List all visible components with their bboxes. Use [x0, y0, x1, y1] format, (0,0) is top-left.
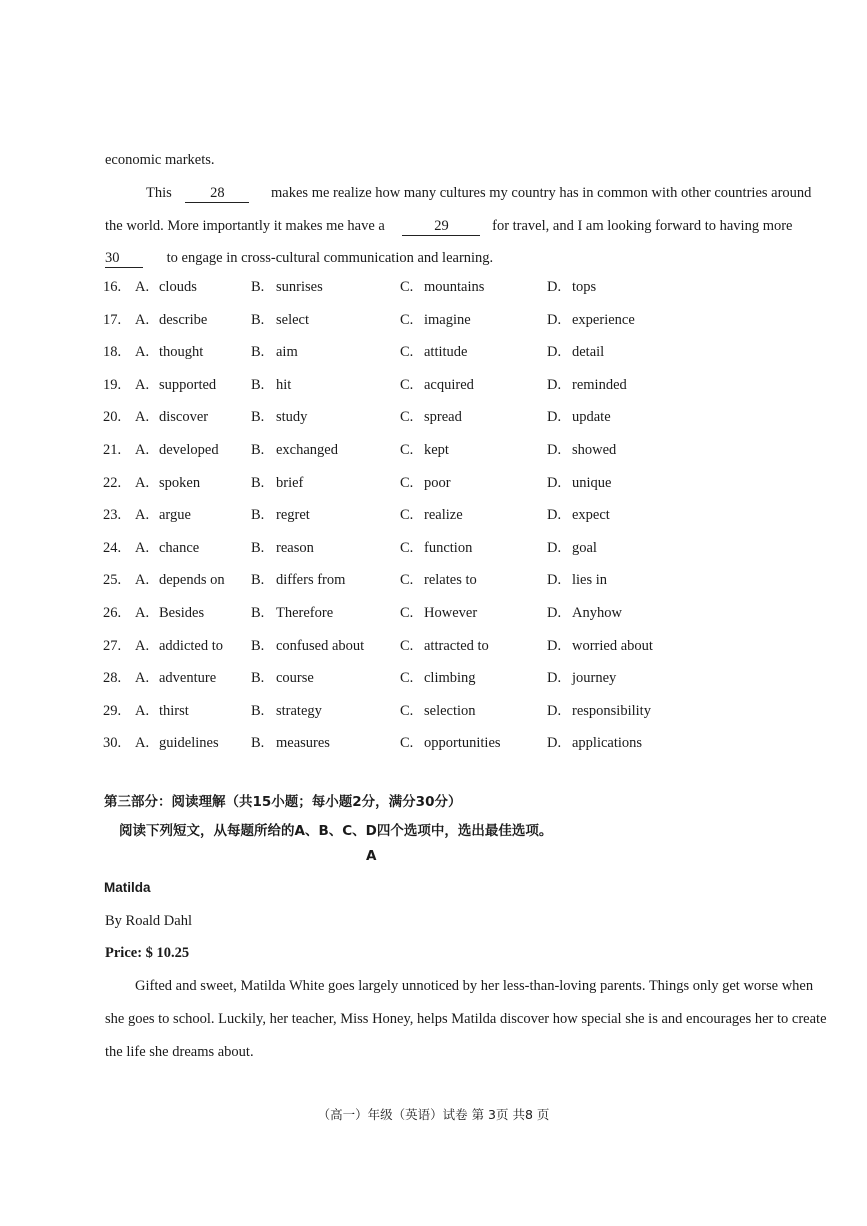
question-row — [103, 572, 743, 605]
option-c-text: poor — [424, 474, 451, 491]
option-d-text: responsibility — [572, 702, 651, 719]
option-b-text: study — [276, 409, 308, 426]
option-letter: A. — [135, 409, 150, 426]
option-a-text: thirst — [159, 702, 189, 719]
option-c-text: mountains — [424, 279, 485, 295]
option-letter: A. — [135, 637, 150, 654]
option-a-text: thought — [159, 344, 204, 361]
question-row — [103, 638, 743, 671]
option-letter: D. — [547, 670, 562, 687]
option-d-text: detail — [572, 344, 605, 361]
option-letter: B. — [251, 539, 265, 556]
option-letter: B. — [251, 279, 265, 295]
question-row — [103, 735, 743, 768]
option-a-text: guidelines — [159, 735, 219, 752]
option-letter: A. — [135, 604, 150, 621]
option-letter: C. — [400, 441, 414, 458]
option-a-text: developed — [159, 441, 219, 458]
option-c-text: opportunities — [424, 735, 501, 752]
book-title: Matilda — [104, 880, 151, 895]
question-number: 21. — [103, 441, 122, 458]
option-letter: C. — [400, 279, 414, 295]
option-letter: D. — [547, 409, 562, 426]
question-row — [103, 442, 743, 475]
option-d-text: experience — [572, 311, 635, 328]
option-letter: D. — [547, 702, 562, 719]
option-letter: A. — [135, 702, 150, 719]
option-b-text: exchanged — [276, 441, 338, 458]
option-letter: B. — [251, 637, 265, 654]
question-number: 28. — [103, 670, 122, 687]
option-a-text: supported — [159, 376, 217, 393]
option-b-text: course — [276, 670, 314, 687]
blank-29: 29 — [402, 218, 480, 236]
option-a-text: adventure — [159, 670, 217, 687]
question-row — [103, 377, 743, 410]
question-number: 18. — [103, 344, 122, 361]
option-c-text: However — [424, 604, 478, 621]
option-d-text: expect — [572, 507, 610, 524]
option-letter: D. — [547, 735, 562, 752]
passage-text: to engage in cross-cultural communication and learning. — [166, 250, 494, 266]
option-a-text: depends on — [159, 572, 225, 589]
option-letter: A. — [135, 474, 150, 491]
option-b-text: Therefore — [276, 604, 334, 621]
option-letter: B. — [251, 376, 265, 393]
option-letter: B. — [251, 735, 265, 752]
option-b-text: measures — [276, 735, 330, 752]
option-b-text: strategy — [276, 702, 322, 719]
option-letter: A. — [135, 311, 150, 328]
passage-line-4 — [105, 250, 493, 268]
question-number: 29. — [103, 702, 122, 719]
option-c-text: acquired — [424, 376, 474, 393]
option-a-text: spoken — [159, 474, 201, 491]
option-letter: B. — [251, 441, 265, 458]
answer-options-list — [103, 279, 743, 768]
option-b-text: regret — [276, 507, 310, 524]
option-c-text: relates to — [424, 572, 477, 589]
question-number: 23. — [103, 507, 122, 524]
option-letter: C. — [400, 311, 414, 328]
option-a-text: clouds — [159, 279, 197, 295]
option-letter: B. — [251, 311, 265, 328]
option-c-text: realize — [424, 507, 463, 524]
question-row — [103, 507, 743, 540]
option-b-text: sunrises — [276, 279, 323, 295]
option-letter: C. — [400, 376, 414, 393]
book-author: By Roald Dahl — [105, 913, 192, 929]
option-d-text: showed — [572, 441, 617, 458]
option-b-text: hit — [276, 376, 292, 393]
option-letter: D. — [547, 572, 562, 589]
option-b-text: brief — [276, 474, 304, 491]
option-d-text: tops — [572, 279, 597, 295]
option-c-text: spread — [424, 409, 462, 426]
option-d-text: update — [572, 409, 611, 426]
question-number: 24. — [103, 539, 122, 556]
option-letter: D. — [547, 279, 562, 295]
passage-label: A — [366, 848, 377, 864]
section-3-title: 第三部分：阅读理解（共15小题；每小题2分，满分30分） — [104, 794, 462, 810]
blank-30: 30 — [105, 250, 143, 268]
question-row — [103, 670, 743, 703]
option-a-text: Besides — [159, 604, 205, 621]
option-b-text: reason — [276, 539, 314, 556]
option-c-text: attitude — [424, 344, 468, 361]
passage-line-2 — [146, 185, 811, 203]
option-letter: C. — [400, 344, 414, 361]
option-letter: A. — [135, 539, 150, 556]
option-letter: B. — [251, 604, 265, 621]
option-c-text: kept — [424, 441, 449, 458]
option-d-text: goal — [572, 539, 597, 556]
option-letter: B. — [251, 702, 265, 719]
option-c-text: selection — [424, 702, 476, 719]
question-row — [103, 409, 743, 442]
question-row — [103, 279, 743, 312]
option-c-text: climbing — [424, 670, 476, 687]
option-a-text: discover — [159, 409, 209, 426]
question-row — [103, 344, 743, 377]
passage-line-1: economic markets. — [105, 152, 215, 168]
question-row — [103, 312, 743, 345]
option-letter: B. — [251, 572, 265, 589]
blank-28: 28 — [185, 185, 249, 203]
option-letter: D. — [547, 604, 562, 621]
passage-text: makes me realize how many cultures my country has in common with other countries around — [271, 185, 812, 201]
option-a-text: argue — [159, 507, 191, 524]
option-letter: D. — [547, 311, 562, 328]
question-number: 20. — [103, 409, 122, 426]
option-letter: D. — [547, 441, 562, 458]
option-letter: A. — [135, 572, 150, 589]
option-c-text: imagine — [424, 311, 471, 328]
option-letter: C. — [400, 507, 414, 524]
question-number: 19. — [103, 376, 122, 393]
option-c-text: function — [424, 539, 473, 556]
option-letter: A. — [135, 279, 150, 295]
option-letter: A. — [135, 376, 150, 393]
option-letter: A. — [135, 735, 150, 752]
option-letter: C. — [400, 539, 414, 556]
section-3-instruction: 阅读下列短文，从每题所给的A、B、C、D四个选项中，选出最佳选项。 — [119, 823, 553, 839]
option-a-text: chance — [159, 539, 200, 556]
option-a-text: addicted to — [159, 637, 224, 654]
option-a-text: describe — [159, 311, 208, 328]
option-letter: C. — [400, 670, 414, 687]
option-letter: C. — [400, 702, 414, 719]
question-number: 25. — [103, 572, 122, 589]
passage-text: for travel, and I am looking forward to having more — [492, 218, 793, 234]
option-d-text: applications — [572, 735, 643, 752]
option-letter: A. — [135, 344, 150, 361]
option-b-text: confused about — [276, 637, 365, 654]
option-letter: B. — [251, 507, 265, 524]
question-number: 27. — [103, 637, 122, 654]
option-letter: A. — [135, 441, 150, 458]
book-description: Gifted and sweet, Matilda White goes largely unnoticed by her less-than-loving parents. Things only get worse when she goes to school. Luckily, her teacher, Miss Honey, helps Matilda discover how special she is and encourages her to create the life she dreams about. — [105, 978, 827, 1060]
question-row — [103, 703, 743, 736]
option-d-text: unique — [572, 474, 612, 491]
option-letter: A. — [135, 670, 150, 687]
option-letter: D. — [547, 344, 562, 361]
option-letter: D. — [547, 376, 562, 393]
option-letter: C. — [400, 409, 414, 426]
option-b-text: select — [276, 311, 310, 328]
option-letter: D. — [547, 539, 562, 556]
option-letter: B. — [251, 409, 265, 426]
option-letter: C. — [400, 637, 414, 654]
question-number: 16. — [103, 279, 122, 295]
option-d-text: lies in — [572, 572, 608, 589]
option-d-text: reminded — [572, 376, 627, 393]
page-footer: （高一）年级（英语）试卷 第 3页 共8 页 — [317, 1107, 550, 1122]
option-d-text: journey — [572, 670, 617, 687]
option-letter: C. — [400, 735, 414, 752]
option-letter: A. — [135, 507, 150, 524]
option-letter: C. — [400, 474, 414, 491]
option-letter: B. — [251, 344, 265, 361]
option-d-text: Anyhow — [572, 604, 622, 621]
question-row — [103, 540, 743, 573]
book-price: Price: $ 10.25 — [105, 945, 190, 961]
option-letter: D. — [547, 474, 562, 491]
question-number: 22. — [103, 474, 122, 491]
question-number: 17. — [103, 311, 122, 328]
passage-text: the world. More importantly it makes me have a — [105, 218, 385, 234]
option-letter: B. — [251, 670, 265, 687]
passage-text: This — [146, 185, 172, 201]
option-letter: C. — [400, 572, 414, 589]
option-b-text: differs from — [276, 572, 346, 589]
question-row — [103, 605, 743, 638]
option-letter: B. — [251, 474, 265, 491]
option-letter: D. — [547, 637, 562, 654]
question-number: 30. — [103, 735, 122, 752]
option-c-text: attracted to — [424, 637, 489, 654]
option-letter: D. — [547, 507, 562, 524]
question-number: 26. — [103, 604, 122, 621]
passage-line-3 — [105, 218, 793, 236]
question-row — [103, 475, 743, 508]
option-b-text: aim — [276, 344, 298, 361]
option-letter: C. — [400, 604, 414, 621]
option-d-text: worried about — [572, 637, 653, 654]
